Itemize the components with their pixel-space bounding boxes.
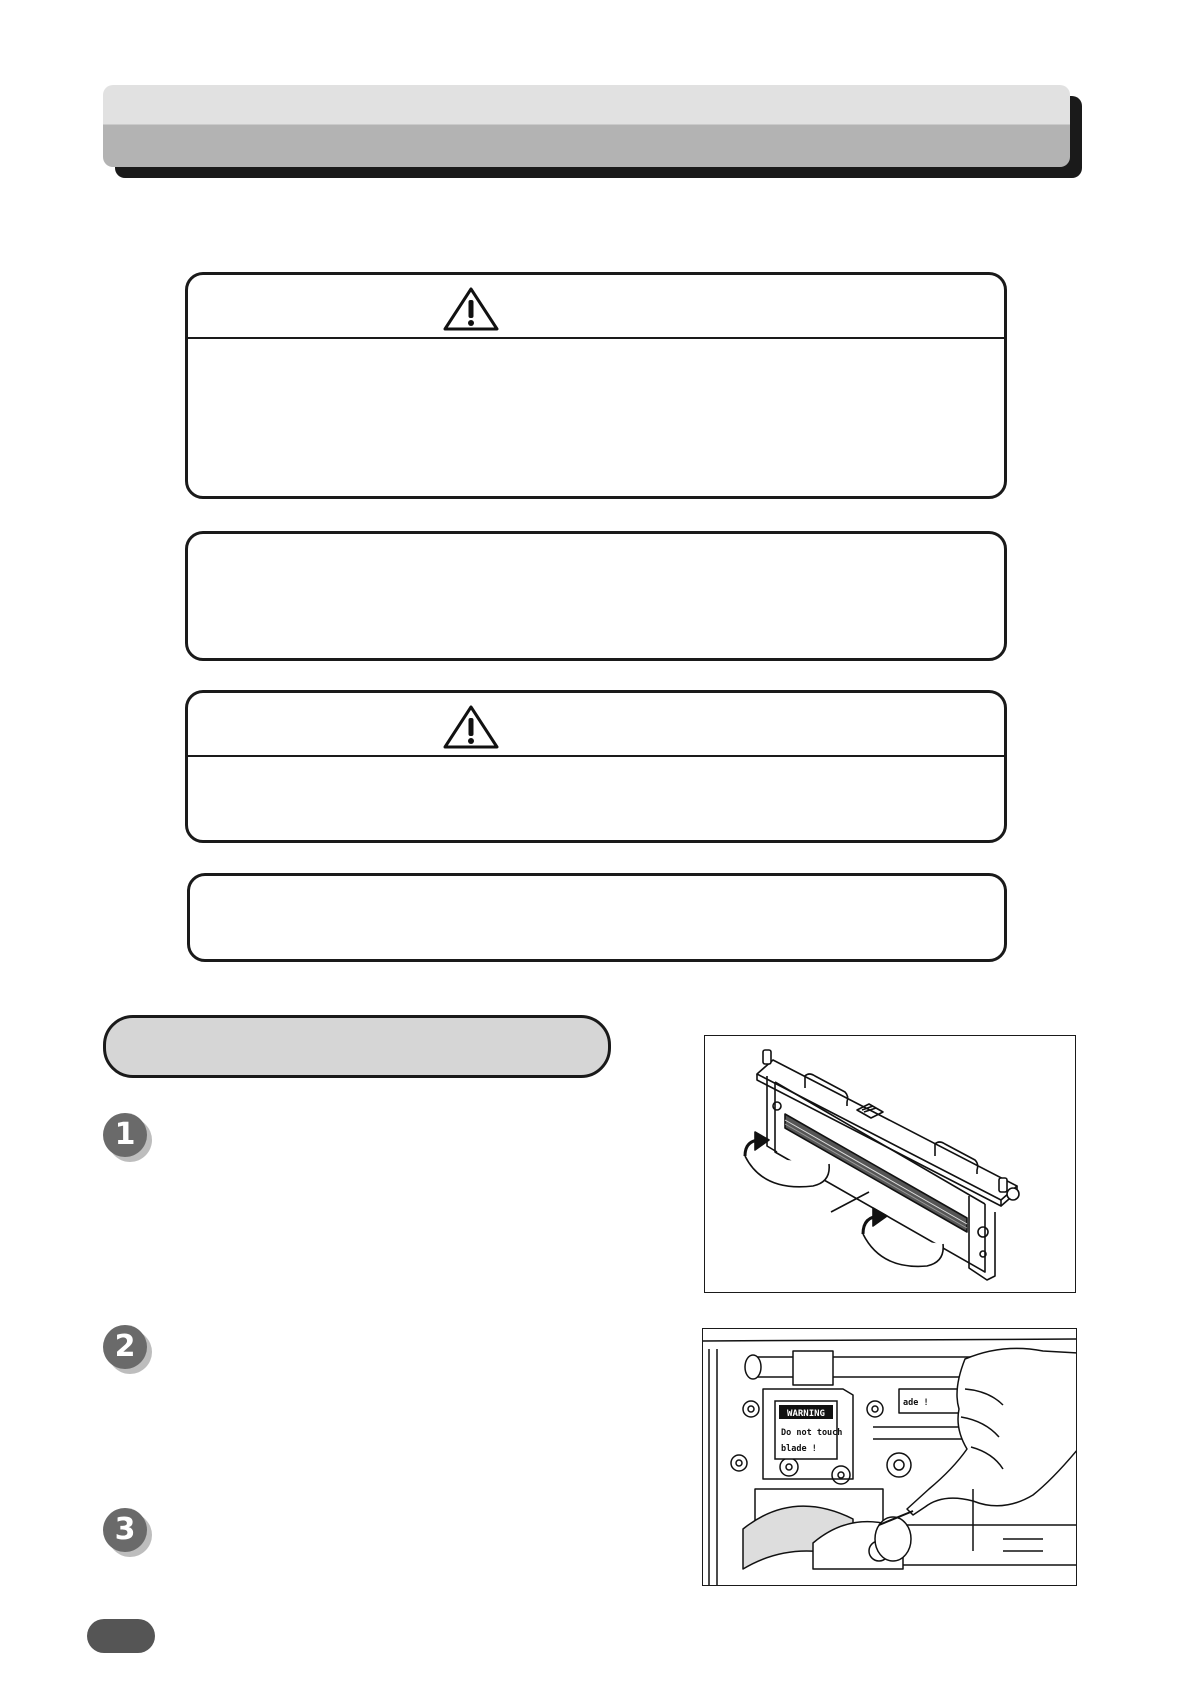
title-bar <box>103 85 1070 167</box>
step-3-number: 3 <box>103 1508 147 1552</box>
sticker-partial-text: ade ! <box>903 1398 929 1408</box>
note-box-1 <box>185 531 1007 661</box>
figure-warning-sticker <box>702 1328 1077 1586</box>
warning-box-1-body <box>188 339 1004 379</box>
warning-triangle-icon <box>441 703 501 751</box>
note-box-1-body <box>188 534 1004 574</box>
warning-box-1-header <box>188 275 1004 339</box>
sticker-closeup-illustration <box>703 1329 1077 1586</box>
warning-box-2 <box>185 690 1007 843</box>
warning-triangle-icon <box>441 285 501 333</box>
note-box-2 <box>187 873 1007 962</box>
blade-unit-illustration <box>705 1036 1076 1293</box>
note-box-2-body <box>190 876 1004 916</box>
section-heading <box>103 1015 611 1078</box>
figure-blade-unit <box>704 1035 1076 1293</box>
step-2-number: 2 <box>103 1325 147 1369</box>
sticker-line-1: Do not touch <box>781 1428 843 1438</box>
sticker-title: WARNING <box>787 1409 825 1419</box>
warning-box-1 <box>185 272 1007 499</box>
page-number-tab <box>87 1619 155 1653</box>
warning-box-2-header <box>188 693 1004 757</box>
sticker-line-2: blade ! <box>781 1444 817 1454</box>
step-1-number: 1 <box>103 1113 147 1157</box>
warning-box-2-body <box>188 757 1004 797</box>
